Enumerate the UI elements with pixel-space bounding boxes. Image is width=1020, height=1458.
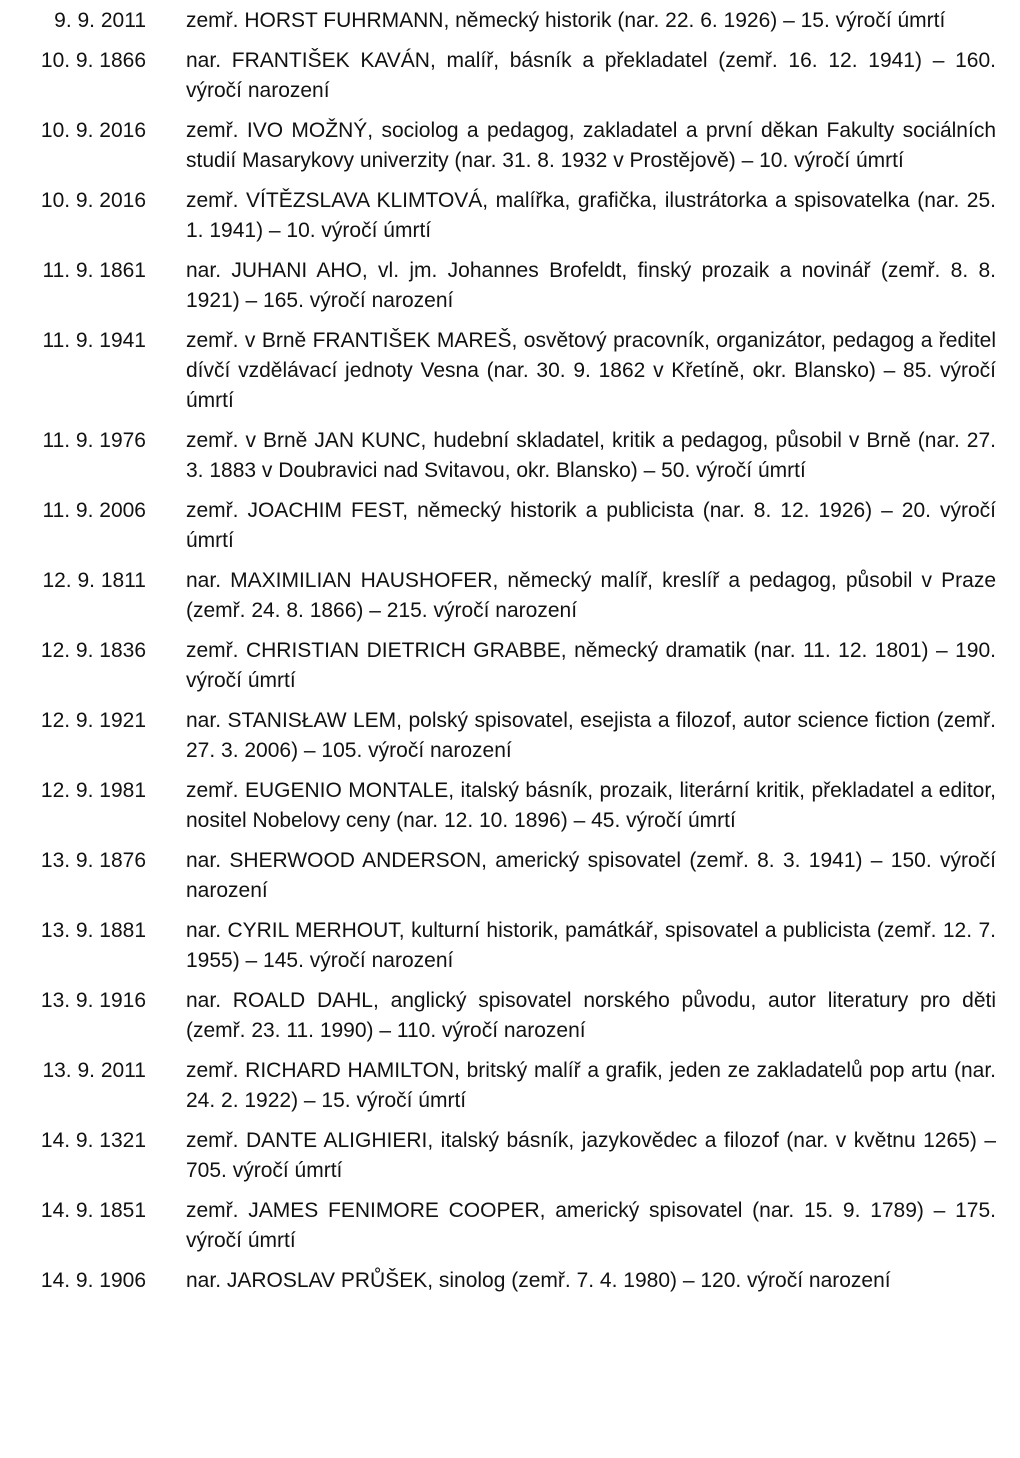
- entry-text: zemř. DANTE ALIGHIERI, italský básník, jazykovědec a filozof (nar. v květnu 1265) – 705. výročí úmrtí: [186, 1129, 996, 1182]
- entry-date: 11. 9. 1861: [42, 259, 146, 282]
- entry-row: [0, 846, 996, 906]
- entry-text: zemř. EUGENIO MONTALE, italský básník, prozaik, literární kritik, překladatel a editor, nositel Nobelovy ceny (nar. 12. 10. 1896) – 45. výročí úmrtí: [186, 779, 996, 832]
- entry-date: 10. 9. 2016: [40, 119, 146, 142]
- entry-date: 10. 9. 1866: [40, 49, 146, 72]
- entry-date: 14. 9. 1906: [40, 1269, 146, 1292]
- entry-row: [0, 256, 996, 316]
- entry-text: zemř. CHRISTIAN DIETRICH GRABBE, německý dramatik (nar. 11. 12. 1801) – 190. výročí úmrtí: [186, 639, 996, 692]
- entry-text: zemř. JOACHIM FEST, německý historik a publicista (nar. 8. 12. 1926) – 20. výročí úmrtí: [186, 499, 996, 552]
- entry-text: nar. FRANTIŠEK KAVÁN, malíř, básník a překladatel (zemř. 16. 12. 1941) – 160. výročí narození: [186, 49, 996, 102]
- entry-date: 14. 9. 1321: [40, 1129, 146, 1152]
- entry-text: zemř. VÍTĚZSLAVA KLIMTOVÁ, malířka, grafička, ilustrátorka a spisovatelka (nar. 25. 1. 1941) – 10. výročí úmrtí: [186, 189, 996, 242]
- entry-date: 10. 9. 2016: [40, 189, 146, 212]
- entry-row: [0, 496, 996, 556]
- entry-row: [0, 1266, 996, 1296]
- entry-text: nar. STANISŁAW LEM, polský spisovatel, esejista a filozof, autor science fiction (zemř. 27. 3. 2006) – 105. výročí narození: [186, 709, 996, 762]
- entry-row: [0, 706, 996, 766]
- entry-row: [0, 566, 996, 626]
- entry-text: zemř. IVO MOŽNÝ, sociolog a pedagog, zakladatel a první děkan Fakulty sociálních studií Masarykovy univerzity (nar. 31. 8. 1932 v Prostějově) – 10. výročí úmrtí: [186, 119, 996, 172]
- entry-text: zemř. HORST FUHRMANN, německý historik (nar. 22. 6. 1926) – 15. výročí úmrtí: [186, 9, 946, 32]
- entry-date: 13. 9. 1876: [40, 849, 146, 872]
- entry-date: 11. 9. 1976: [42, 429, 146, 452]
- entry-row: [0, 326, 996, 416]
- entry-date: 11. 9. 1941: [42, 329, 146, 352]
- entry-date: 12. 9. 1921: [40, 709, 146, 732]
- entry-text: nar. JUHANI AHO, vl. jm. Johannes Brofeldt, finský prozaik a novinář (zemř. 8. 8. 1921) – 165. výročí narození: [186, 259, 996, 312]
- entry-text: zemř. JAMES FENIMORE COOPER, americký spisovatel (nar. 15. 9. 1789) – 175. výročí úmrtí: [186, 1199, 996, 1252]
- entry-row: [0, 426, 996, 486]
- entry-text: zemř. v Brně FRANTIŠEK MAREŠ, osvětový pracovník, organizátor, pedagog a ředitel dívčí vzdělávací jednoty Vesna (nar. 30. 9. 1862 v Křetíně, okr. Blansko) – 85. výročí úmrtí: [186, 329, 996, 412]
- entry-row: [0, 1196, 996, 1256]
- entry-row: [0, 916, 996, 976]
- entry-row: [0, 116, 996, 176]
- entry-date: 13. 9. 1881: [40, 919, 146, 942]
- entry-row: [0, 6, 996, 36]
- entry-row: [0, 1126, 996, 1186]
- entry-text: nar. SHERWOOD ANDERSON, americký spisovatel (zemř. 8. 3. 1941) – 150. výročí narození: [186, 849, 996, 902]
- entry-text: nar. JAROSLAV PRŮŠEK, sinolog (zemř. 7. 4. 1980) – 120. výročí narození: [186, 1269, 891, 1292]
- entry-date: 14. 9. 1851: [40, 1199, 146, 1222]
- entry-row: [0, 186, 996, 246]
- entry-date: 12. 9. 1811: [42, 569, 146, 592]
- entry-text: zemř. RICHARD HAMILTON, britský malíř a grafik, jeden ze zakladatelů pop artu (nar. 24. 2. 1922) – 15. výročí úmrtí: [186, 1059, 996, 1112]
- entry-date: 9. 9. 2011: [54, 9, 146, 32]
- entry-text: nar. MAXIMILIAN HAUSHOFER, německý malíř, kreslíř a pedagog, působil v Praze (zemř. 24. 8. 1866) – 215. výročí narození: [186, 569, 996, 622]
- entry-row: [0, 1056, 996, 1116]
- entry-date: 13. 9. 2011: [42, 1059, 146, 1082]
- entry-row: [0, 776, 996, 836]
- entry-date: 12. 9. 1981: [40, 779, 146, 802]
- entry-date: 13. 9. 1916: [40, 989, 146, 1012]
- entry-row: [0, 636, 996, 696]
- entry-date: 12. 9. 1836: [40, 639, 146, 662]
- entry-row: [0, 46, 996, 106]
- entry-text: nar. ROALD DAHL, anglický spisovatel norského původu, autor literatury pro děti (zemř. 23. 11. 1990) – 110. výročí narození: [186, 989, 996, 1042]
- entry-text: zemř. v Brně JAN KUNC, hudební skladatel, kritik a pedagog, působil v Brně (nar. 27. 3. 1883 v Doubravici nad Svitavou, okr. Blansko) – 50. výročí úmrtí: [186, 429, 996, 482]
- entry-date: 11. 9. 2006: [42, 499, 146, 522]
- entry-row: [0, 986, 996, 1046]
- entry-text: nar. CYRIL MERHOUT, kulturní historik, památkář, spisovatel a publicista (zemř. 12. 7. 1955) – 145. výročí narození: [186, 919, 996, 972]
